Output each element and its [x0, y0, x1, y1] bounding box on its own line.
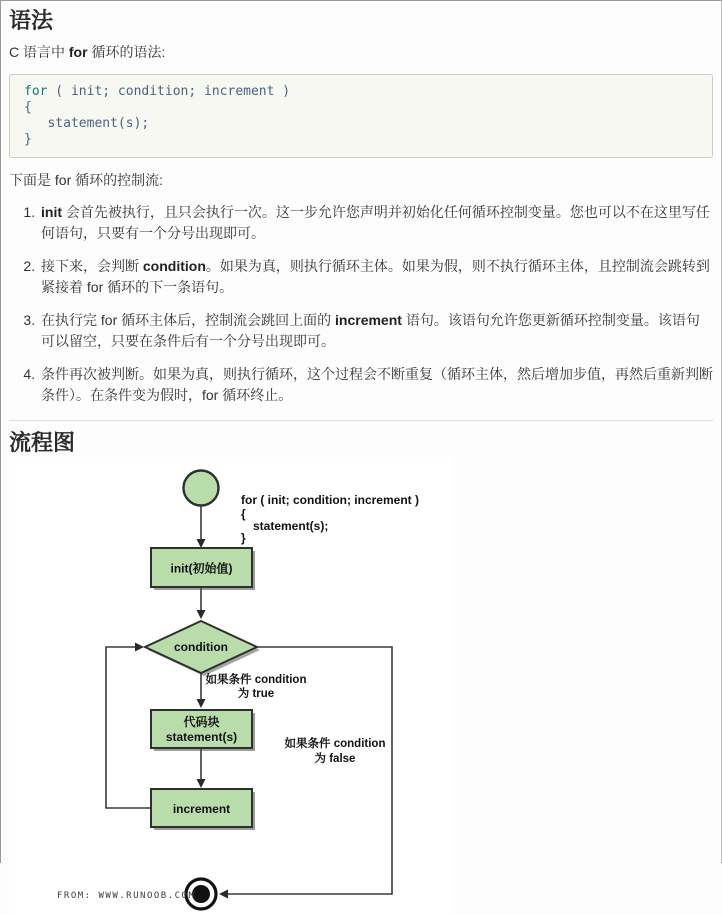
item-1-keyword: init — [41, 204, 62, 220]
item-4-pre: 条件再次被判断。如果为真，则执行循环，这个过程会不断重复（循环主体，然后增加步值，再然后重新判断条件）。在条件变为假时，for 循环终止。 — [41, 366, 713, 403]
init-node — [151, 548, 255, 590]
true-branch-label — [206, 672, 307, 700]
statement-node-label-2: statement(s) — [165, 730, 238, 744]
init-node-label: init(初始值) — [170, 561, 233, 576]
control-flow-item-4 — [39, 364, 713, 406]
flowchart-heading: 流程图 — [9, 430, 76, 455]
increment-node-label: increment — [172, 802, 231, 816]
code-block — [9, 74, 713, 158]
item-2-post: 。如果为真，则执行循环主体。如果为假，则不执行循环主体，且控制流会跳转到紧接着 for 循环的下一条语句。 — [41, 258, 710, 295]
condition-node-label: condition — [174, 640, 228, 654]
flowchart-svg — [9, 457, 452, 915]
item-3-keyword: increment — [335, 312, 402, 328]
snippet-line-2: { — [241, 507, 246, 521]
item-1-post: 会首先被执行，且只会执行一次。这一步允许您声明并初始化任何循环控制变量。您也可以不在这里写任何语句，只要有一个分号出现即可。 — [41, 204, 710, 241]
item-3-pre: 在执行完 for 循环主体后，控制流会跳回上面的 — [41, 312, 336, 328]
code-keyword-for: for — [24, 84, 48, 99]
syntax-intro-pre: C 语言中 — [9, 44, 69, 60]
loop-code-snippet — [241, 493, 419, 545]
arrowhead-down-2 — [197, 610, 206, 619]
attribution-text: FROM: WWW.RUNOOB.COM — [57, 891, 196, 901]
code-line-4: } — [24, 132, 32, 147]
control-flow-intro: 下面是 for 循环的控制流: — [9, 172, 164, 188]
false-branch-label — [285, 736, 386, 765]
control-flow-list — [9, 202, 713, 406]
control-flow-item-1 — [39, 202, 713, 244]
true-label-line-1: 如果条件 condition — [205, 674, 307, 686]
snippet-line-3: statement(s); — [253, 519, 329, 533]
start-node — [184, 471, 219, 506]
section-divider — [9, 420, 713, 421]
item-2-keyword: condition — [142, 258, 206, 274]
item-3-post: 语句。该语句允许您更新循环控制变量。该语句可以留空，只要在条件后有一个分号出现即可。 — [41, 312, 700, 349]
snippet-line-4: } — [241, 531, 246, 545]
connector-increment-loopback — [106, 647, 151, 808]
snippet-line-1: for ( init; condition; increment ) — [241, 493, 419, 507]
arrowhead-down-3 — [197, 699, 206, 708]
statement-node — [151, 710, 255, 751]
code-line-2: { — [24, 100, 32, 115]
control-flow-item-2 — [39, 256, 713, 298]
code-line-1 — [24, 84, 698, 100]
syntax-heading: 语法 — [9, 8, 54, 33]
false-label-line-2: 为 false — [314, 753, 356, 765]
condition-node — [145, 621, 260, 676]
arrowhead-down-1 — [197, 539, 206, 548]
syntax-intro-keyword: for — [68, 44, 88, 60]
statement-node-label-1: 代码块 — [183, 715, 220, 729]
control-flow-item-3 — [39, 310, 713, 352]
arrowhead-down-4 — [197, 779, 206, 788]
code-line-3: statement(s); — [24, 116, 150, 131]
code-line-1-rest: ( init; condition; increment ) — [47, 84, 291, 99]
increment-node — [151, 789, 255, 830]
flowchart-image — [9, 457, 452, 915]
syntax-intro — [9, 43, 713, 62]
article-page — [1, 9, 721, 915]
true-label-line-2: 为 true — [237, 688, 275, 700]
false-label-line-1: 如果条件 condition — [284, 738, 386, 750]
item-2-pre: 接下来，会判断 — [41, 258, 143, 274]
arrowhead-to-end — [219, 890, 228, 899]
syntax-intro-post: 循环的语法: — [87, 44, 166, 60]
